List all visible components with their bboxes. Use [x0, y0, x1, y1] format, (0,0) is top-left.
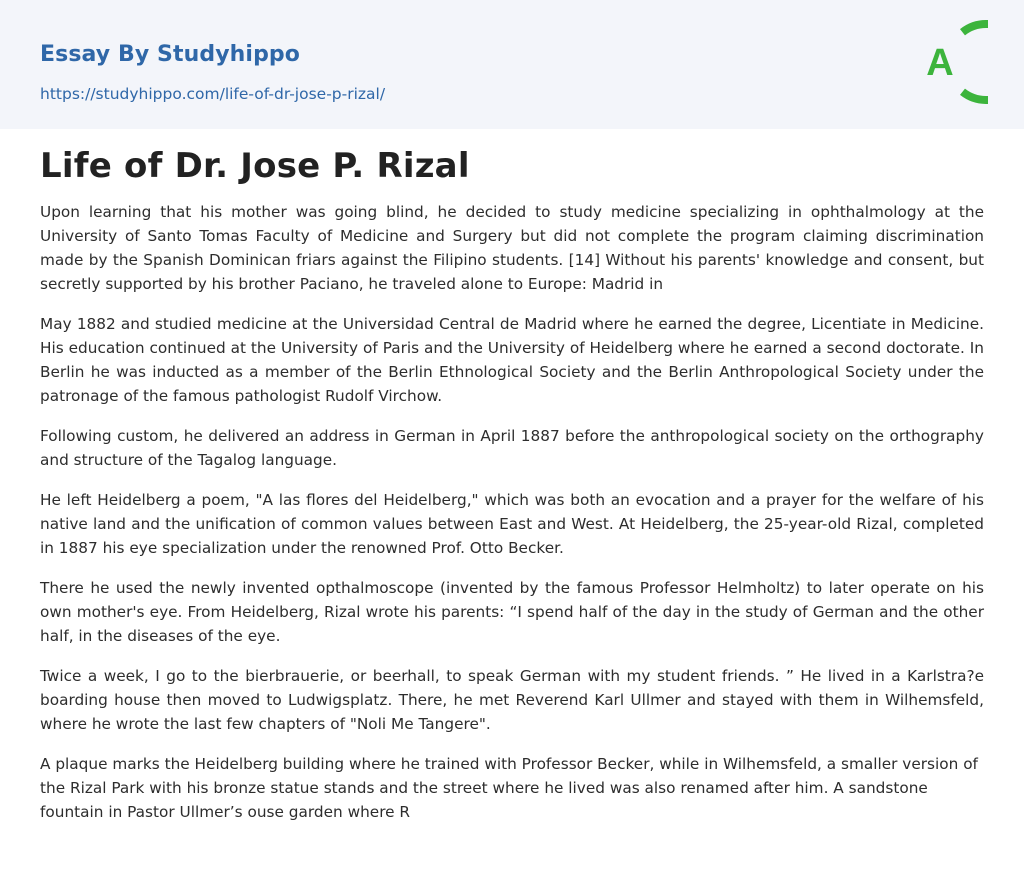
logo-letter: A [926, 42, 954, 84]
logo-arc-right [963, 24, 989, 100]
essay-paragraph-4: He left Heidelberg a poem, "A las flores del Heidelberg," which was both an evocation and a prayer for the welfare of his native land and the unification of common values between East and West. At Heidelberg, the 25-year-old Rizal, completed in 1887 his eye specialization under the renowned Prof. Otto Becker. [40, 491, 984, 557]
essay-paragraph-3: Following custom, he delivered an address in German in April 1887 before the anthropological society on the orthography and structure of the Tagalog language. [40, 427, 984, 469]
essay-paragraph-1: Upon learning that his mother was going blind, he decided to study medicine specializing in ophthalmology at the University of Santo Tomas Faculty of Medicine and Surgery but did not complete the program claiming discrimination made by the Spanish Dominican friars against the Filipino students. [14] Without his parents' knowledge and consent, but secretly supported by his brother Paciano, he traveled alone to Europe: Madrid in [40, 203, 984, 293]
site-header [0, 0, 1024, 129]
essay-url-link[interactable]: https://studyhippo.com/life-of-dr-jose-p-rizal/ [40, 85, 386, 103]
essay-paragraph-5: There he used the newly invented opthalmoscope (invented by the famous Professor Helmholtz) to later operate on his own mother's eye. From Heidelberg, Rizal wrote his parents: “I spend half of the day in the study of German and the other half, in the diseases of the eye. [40, 579, 984, 645]
brand-title[interactable]: Essay By Studyhippo [40, 42, 300, 67]
studyhippo-logo-icon[interactable] [912, 18, 988, 106]
essay-paragraph-2: May 1882 and studied medicine at the Universidad Central de Madrid where he earned the degree, Licentiate in Medicine. His education continued at the University of Paris and the University of Heidelberg where he earned a second doctorate. In Berlin he was inducted as a member of the Berlin Ethnological Society and the Berlin Anthropological Society under the patronage of the famous pathologist Rudolf Virchow. [40, 315, 984, 405]
essay-title: Life of Dr. Jose P. Rizal [40, 146, 470, 186]
essay-paragraph-7: A plaque marks the Heidelberg building where he trained with Professor Becker, while in Wilhemsfeld, a smaller version of the Rizal Park with his bronze statue stands and the street where he lived was also renamed after him. A sandstone fountain in Pastor Ullmer’s ouse garden where R [40, 755, 978, 821]
essay-paragraph-6: Twice a week, I go to the bierbrauerie, or beerhall, to speak German with my student friends. ” He lived in a Karlstra?e boarding house then moved to Ludwigsplatz. There, he met Reverend Karl Ullmer and stayed with them in Wilhemsfeld, where he wrote the last few chapters of "Noli Me Tangere". [40, 667, 984, 733]
essay-body [40, 200, 984, 840]
